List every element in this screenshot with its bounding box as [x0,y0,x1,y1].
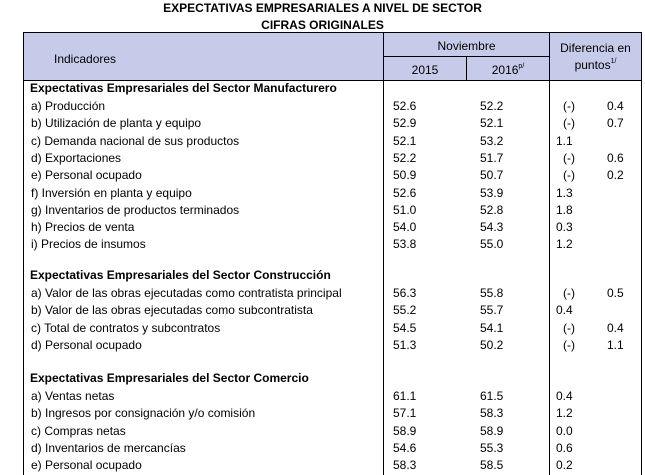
value-2015: 55.2 [393,303,417,318]
value-2016: 61.5 [480,389,504,403]
diff-value: 1.2 [556,237,573,252]
value-2016: 52.2 [480,99,504,113]
diff-value: 0.4 [556,389,573,403]
value-2016: 54.3 [480,220,504,235]
table-row [24,185,641,202]
diff-sign: (-) [563,116,575,131]
table-row [24,133,641,150]
diff-sign: (-) [563,168,575,183]
row-label: c) Demanda nacional de sus productos [31,133,240,148]
header-year-2016-note: p/ [518,63,525,70]
diff-value: 0.3 [556,220,573,235]
value-2016: 55.3 [480,440,504,455]
section-title: Expectativas Empresariales del Sector Construcción [30,268,331,282]
header-year-2016 [467,63,549,77]
row-label: b) Valor de las obras ejecutadas como subcontratista [31,303,313,318]
value-2016: 50.7 [480,168,504,183]
row-label: e) Personal ocupado [31,168,142,183]
row-label: c) Total de contratos y subcontratos [31,320,221,335]
value-2015: 61.1 [393,389,417,403]
value-2015: 52.2 [393,150,417,165]
row-label: d) Inventarios de mercancías [31,440,186,455]
row-label: b) Utilización de planta y equipo [31,116,202,131]
diff-value: 1.1 [556,133,573,148]
diff-value: 1.2 [556,406,573,421]
value-2016: 53.2 [480,133,504,148]
value-2015: 52.9 [393,116,417,131]
table-row [24,115,641,132]
table-row [24,337,641,354]
document-title: EXPECTATIVAS EMPRESARIALES A NIVEL DE SECTOR [163,1,482,15]
value-2016: 52.1 [480,116,504,131]
value-2015: 54.0 [393,220,417,235]
table-row [24,98,641,115]
diff-value: 0.4 [607,99,624,113]
header-year-divider [466,56,467,80]
diff-value: 1.1 [607,337,624,352]
header-month: Noviembre [437,39,496,53]
row-label: b) Ingresos por consignación y/o comisión [31,406,256,421]
row-label: a) Producción [31,99,106,113]
value-2015: 54.6 [393,440,417,455]
table-row [24,320,641,337]
value-2015: 58.9 [393,423,417,438]
value-2015: 51.0 [393,202,417,217]
value-2016: 58.9 [480,423,504,438]
row-label: a) Valor de las obras ejecutadas como contratista principal [31,286,342,300]
row-label: g) Inventarios de productos terminados [31,202,240,217]
value-2015: 54.5 [393,320,417,335]
diff-sign: (-) [563,286,575,300]
diff-value: 0.2 [556,458,573,473]
diff-sign: (-) [563,337,575,352]
value-2015: 58.3 [393,458,417,473]
value-2015: 52.1 [393,133,417,148]
row-label: e) Personal ocupado [31,458,142,473]
diff-value: 0.6 [556,440,573,455]
value-2015: 52.6 [393,99,417,113]
value-2015: 53.8 [393,237,417,252]
section-title: Expectativas Empresariales del Sector Manufacturero [30,81,337,95]
table-row [24,236,641,253]
header-indicadores: Indicadores [54,52,117,66]
table-row [24,219,641,236]
value-2016: 55.7 [480,303,504,318]
table-row [24,423,641,440]
value-2015: 52.6 [393,185,417,200]
value-2016: 52.8 [480,202,504,217]
header-diff-text: puntos [574,58,611,72]
value-2015: 50.9 [393,168,417,183]
table-row [24,150,641,167]
section-title: Expectativas Empresariales del Sector Comercio [30,371,309,385]
value-2016: 50.2 [480,337,504,352]
diff-value: 1.8 [556,202,573,217]
value-2015: 51.3 [393,337,417,352]
table-row [24,202,641,219]
table-row [24,388,641,405]
diff-value: 0.7 [607,116,624,131]
diff-sign: (-) [563,320,575,335]
diff-value: 1.3 [556,185,573,200]
row-label: i) Precios de insumos [31,237,146,252]
table-row [24,302,641,319]
row-label: a) Ventas netas [31,389,115,403]
row-label: f) Inversión en planta y equipo [31,185,192,200]
diff-sign: (-) [563,99,575,113]
value-2016: 51.7 [480,150,504,165]
row-label: h) Precios de venta [31,220,135,235]
header-diff-note: 1/ [610,58,617,65]
row-label: d) Exportaciones [31,150,122,165]
header-diff-line2 [550,58,641,72]
diff-sign: (-) [563,150,575,165]
table-row [24,405,641,422]
value-2016: 55.0 [480,237,504,252]
value-2016: 55.8 [480,286,504,300]
value-2015: 56.3 [393,286,417,300]
value-2015: 57.1 [393,406,417,421]
table-row [24,285,641,302]
document-subtitle: CIFRAS ORIGINALES [261,18,384,32]
diff-value: 0.5 [607,286,624,300]
value-2016: 58.5 [480,458,504,473]
value-2016: 58.3 [480,406,504,421]
header-diff-line1: Diferencia en [560,41,631,55]
header-year-2015: 2015 [411,63,439,77]
row-label: c) Compras netas [31,423,126,438]
header-year-2016-text: 2016 [491,63,519,77]
indicators-table [23,32,642,475]
diff-value: 0.0 [556,423,573,438]
diff-value: 0.6 [607,150,624,165]
table-row [24,167,641,184]
table-row [24,457,641,474]
value-2016: 53.9 [480,185,504,200]
diff-value: 0.4 [556,303,573,318]
row-label: d) Personal ocupado [31,337,142,352]
value-2016: 54.1 [480,320,504,335]
diff-value: 0.4 [607,320,624,335]
table-row [24,440,641,457]
diff-value: 0.2 [607,168,624,183]
